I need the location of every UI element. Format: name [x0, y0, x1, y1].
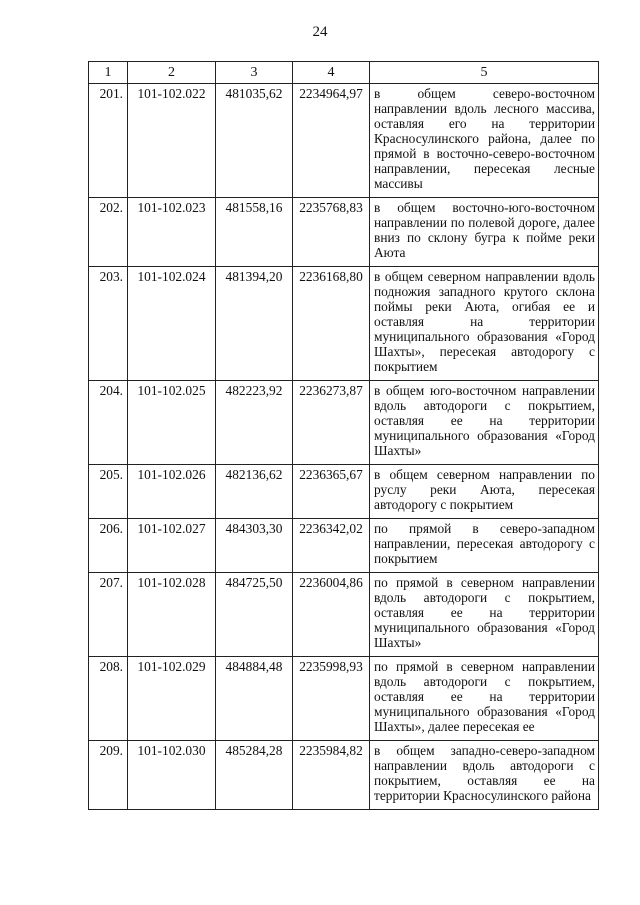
- row-number: 206.: [89, 519, 128, 573]
- coordinate-y: 2236365,67: [293, 465, 370, 519]
- boundary-description: в общем северном направлении по руслу реки Аюта, пересекая автодорогу с покрытием: [370, 465, 599, 519]
- boundary-description: в общем северном направлении вдоль подножия западного крутого склона поймы реки Аюта, огибая ее и оставляя на территории муниципального образования «Город Шахты», пересекая автодорогу с покрытием: [370, 267, 599, 381]
- row-number: 207.: [89, 573, 128, 657]
- coordinate-y: 2235998,93: [293, 657, 370, 741]
- point-code: 101-102.025: [128, 381, 216, 465]
- row-number: 205.: [89, 465, 128, 519]
- point-code: 101-102.026: [128, 465, 216, 519]
- row-number: 209.: [89, 741, 128, 810]
- page-number: 24: [312, 24, 328, 40]
- table-row: [89, 573, 599, 657]
- boundary-description: по прямой в северном направлении вдоль автодороги с покрытием, оставляя ее на территории муниципального образования «Город Шахты»: [370, 573, 599, 657]
- coordinate-y: 2235984,82: [293, 741, 370, 810]
- point-code: 101-102.022: [128, 84, 216, 198]
- boundary-description: по прямой в северном направлении вдоль автодороги с покрытием, оставляя ее на территории муниципального образования «Город Шахты», далее пересекая ее: [370, 657, 599, 741]
- row-number: 202.: [89, 198, 128, 267]
- coordinate-y: 2235768,83: [293, 198, 370, 267]
- point-code: 101-102.023: [128, 198, 216, 267]
- point-code: 101-102.027: [128, 519, 216, 573]
- point-code: 101-102.024: [128, 267, 216, 381]
- coordinate-y: 2236342,02: [293, 519, 370, 573]
- table-row: [89, 741, 599, 810]
- boundary-table: [88, 61, 599, 810]
- table-row: [89, 198, 599, 267]
- table-row: [89, 381, 599, 465]
- coordinate-y: 2234964,97: [293, 84, 370, 198]
- table-row: [89, 657, 599, 741]
- coordinate-x: 481558,16: [216, 198, 293, 267]
- column-header: 2: [128, 62, 216, 84]
- boundary-description: по прямой в северо-западном направлении, пересекая автодорогу с покрытием: [370, 519, 599, 573]
- column-header: 3: [216, 62, 293, 84]
- coordinate-x: 482136,62: [216, 465, 293, 519]
- row-number: 208.: [89, 657, 128, 741]
- boundary-description: в общем северо-восточном направлении вдоль лесного массива, оставляя его на территории Красносулинского района, далее по прямой в восточно-северо-восточном направлении, пересекая лесные массивы: [370, 84, 599, 198]
- coordinate-x: 481394,20: [216, 267, 293, 381]
- column-header: 5: [370, 62, 599, 84]
- coordinate-x: 484884,48: [216, 657, 293, 741]
- boundary-description: в общем восточно-юго-восточном направлении по полевой дороге, далее вниз по склону бугра к пойме реки Аюта: [370, 198, 599, 267]
- row-number: 201.: [89, 84, 128, 198]
- coordinate-y: 2236273,87: [293, 381, 370, 465]
- table-row: [89, 267, 599, 381]
- boundary-description: в общем юго-восточном направлении вдоль автодороги с покрытием, оставляя ее на территории муниципального образования «Город Шахты»: [370, 381, 599, 465]
- coordinate-y: 2236168,80: [293, 267, 370, 381]
- table-row: [89, 519, 599, 573]
- boundary-description: в общем западно-северо-западном направлении вдоль автодороги с покрытием, оставляя ее на территории Красносулинского района: [370, 741, 599, 810]
- coordinate-x: 485284,28: [216, 741, 293, 810]
- table-body: [89, 84, 599, 810]
- table-row: [89, 465, 599, 519]
- coordinate-y: 2236004,86: [293, 573, 370, 657]
- column-header: 1: [89, 62, 128, 84]
- header-row: [89, 62, 599, 84]
- column-header: 4: [293, 62, 370, 84]
- coordinate-x: 481035,62: [216, 84, 293, 198]
- coordinate-x: 484725,50: [216, 573, 293, 657]
- table-row: [89, 84, 599, 198]
- row-number: 204.: [89, 381, 128, 465]
- coordinate-x: 484303,30: [216, 519, 293, 573]
- point-code: 101-102.030: [128, 741, 216, 810]
- row-number: 203.: [89, 267, 128, 381]
- point-code: 101-102.029: [128, 657, 216, 741]
- coordinate-x: 482223,92: [216, 381, 293, 465]
- point-code: 101-102.028: [128, 573, 216, 657]
